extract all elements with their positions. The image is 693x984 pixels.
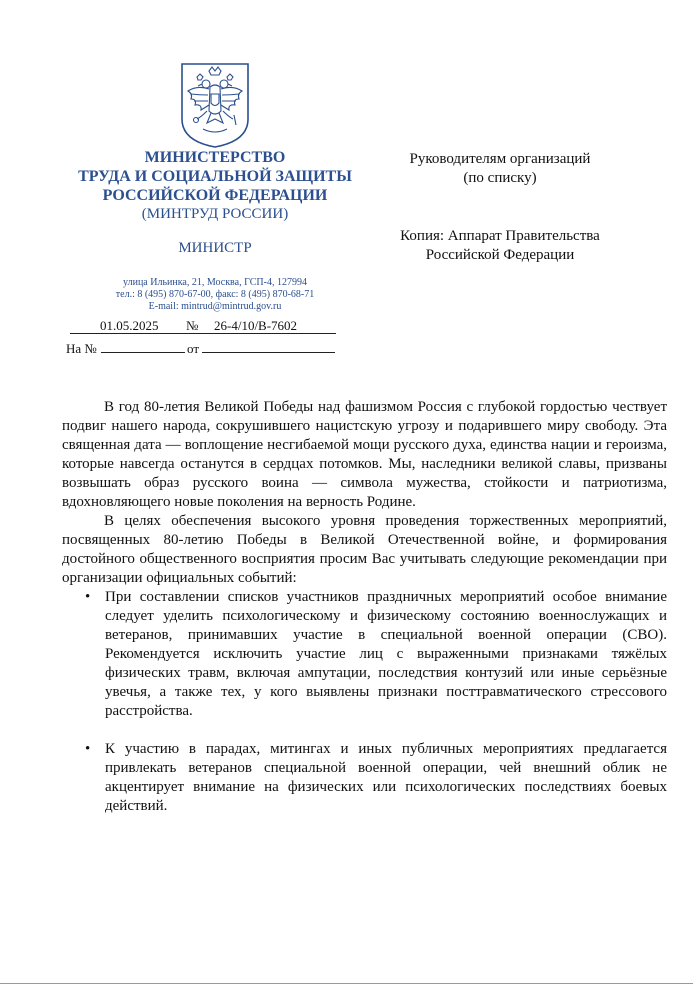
paragraph-purpose: В целях обеспечения высокого уровня проведения торжественных мероприятий, посвященных 80-летию Победы в Великой Отечественной войне, и формирования достойного общественного восприятия просим Вас учитывать следующие рекомендации при организации официальных событий:	[62, 513, 667, 586]
ministry-header	[50, 0, 380, 360]
bullet-icon: •	[85, 589, 91, 605]
list-item-text: При составлении списков участников праздничных мероприятий особое внимание следует уделить психологическому и физическому состоянию военнослужащих и ветеранов, принимавших участие в специальной военной операции (СВО). Рекомендуется исключить участие лиц с выраженными признаками тяжёлых физических травм, включая ампутации, последствия контузий или иные серьёзные увечья, а также тех, у кого выявлены признаки посттравматического стрессового расстройства.	[105, 589, 667, 719]
ministry-title-line1: МИНИСТЕРСТВО	[144, 149, 286, 166]
paragraph-intro: В год 80-летия Великой Победы над фашизмом Россия с глубокой гордостью чествует подвиг нашего народа, сокрушившего нацистскую угрозу и подарившего миру свободу. Эта священная дата — воплощение несгибаемой мощи русского духа, единства нации и героизма, которые навсегда останутся в сердцах потомков. Мы, наследники великой славы, призваны возвышать образ русского воина — символа мужества, стойкости и патриотизма, вдохновляющего новые поколения на верность Родине.	[62, 399, 667, 510]
phones-line: тел.: 8 (495) 870-67-00, факс: 8 (495) 870-68-71	[115, 289, 315, 300]
ministry-title-line3: РОССИЙСКОЙ ФЕДЕРАЦИИ	[102, 187, 328, 204]
copy-line2: Российской Федерации	[425, 247, 575, 263]
recipient-line2: (по списку)	[463, 170, 537, 186]
list-item	[62, 740, 667, 816]
copy-block	[380, 227, 620, 265]
ref-from-label: от	[187, 341, 200, 356]
list-item	[62, 588, 667, 721]
copy-line1: Копия: Аппарат Правительства	[400, 228, 600, 244]
letter-body	[62, 398, 667, 816]
recipient-block	[380, 150, 620, 188]
number-sign: №	[186, 318, 199, 333]
bullet-icon: •	[85, 741, 91, 757]
list-item-text: К участию в парадах, митингах и иных публичных мероприятиях предлагается привлекать ветеранов специальной военной операции, чей внешний облик не акцентирует внимание на физических или психологических последствиях боевых действий.	[105, 741, 667, 814]
ministry-title-line2: ТРУДА И СОЦИАЛЬНОЙ ЗАЩИТЫ	[78, 168, 352, 185]
recipient-line1: Руководителям организаций	[409, 151, 591, 167]
document-number: 26-4/10/В-7602	[214, 318, 298, 333]
ref-date-underline	[202, 352, 335, 353]
ref-label: На №	[66, 341, 97, 356]
position-title: МИНИСТР	[178, 240, 252, 256]
email-line: E-mail: mintrud@mintrud.gov.ru	[148, 301, 282, 312]
ministry-short-name: (МИНТРУД РОССИИ)	[141, 206, 289, 222]
address-line: улица Ильинка, 21, Москва, ГСП-4, 127994	[123, 277, 307, 288]
document-date: 01.05.2025	[100, 318, 159, 333]
ref-number-underline	[101, 352, 185, 353]
